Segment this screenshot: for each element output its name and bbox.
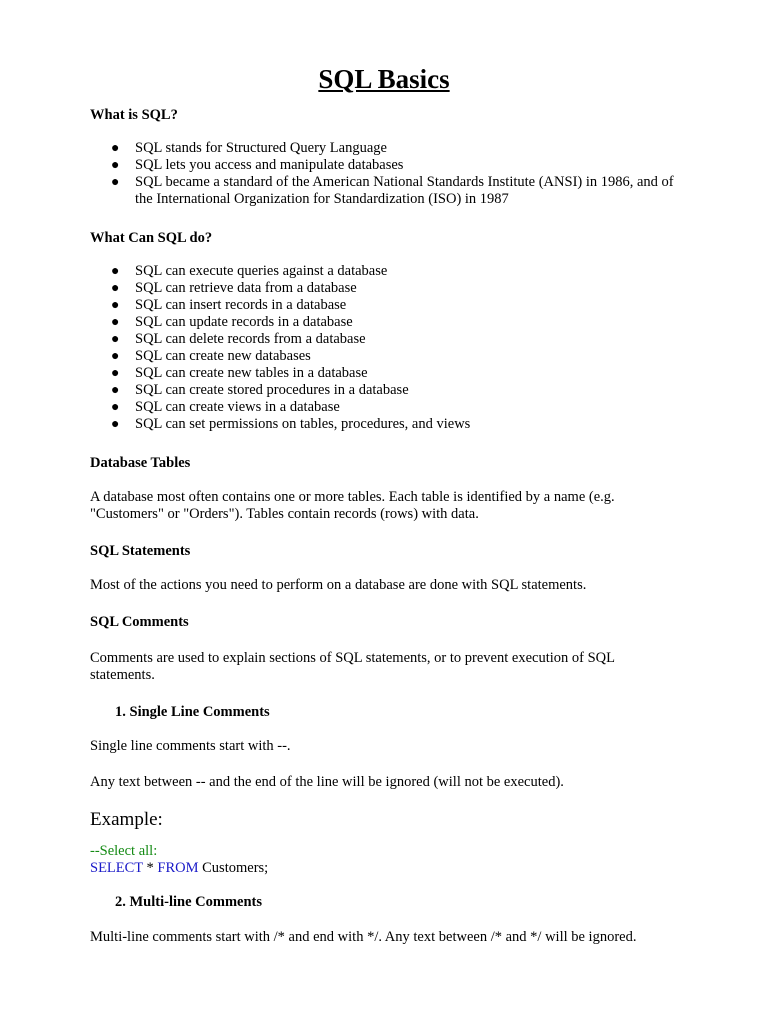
multi-line-text: Multi-line comments start with /* and end with */. Any text between /* and */ will be ignored. — [90, 929, 637, 945]
code-select-line — [90, 860, 268, 877]
comments-text-line-1: Comments are used to explain sections of SQL statements, or to prevent execution of SQL — [90, 650, 615, 666]
code-star: * — [142, 860, 158, 876]
single-line-text-2: Any text between -- and the end of the line will be ignored (will not be executed). — [90, 774, 564, 790]
what-can-sql-do-list — [0, 263, 470, 433]
heading-what-can-sql-do: What Can SQL do? — [90, 230, 213, 246]
code-comment-line: --Select all: — [90, 843, 158, 859]
code-table-name: Customers; — [198, 860, 269, 876]
bullet-icon: ● — [111, 298, 120, 313]
bullet-icon: ● — [111, 264, 120, 279]
list-item: ● SQL can create new tables in a database — [111, 365, 368, 381]
bullet-icon: ● — [111, 417, 120, 432]
heading-sql-statements: SQL Statements — [90, 543, 191, 559]
single-line-text-1: Single line comments start with --. — [90, 738, 291, 754]
bullet-icon: ● — [111, 332, 120, 347]
heading-what-is-sql: What is SQL? — [90, 107, 178, 123]
heading-single-line-comments: 1. Single Line Comments — [115, 704, 270, 720]
statements-text: Most of the actions you need to perform on a database are done with SQL statements. — [90, 577, 587, 593]
example-label: Example: — [90, 809, 163, 830]
page-title: SQL Basics — [318, 64, 450, 94]
list-item: ● SQL can retrieve data from a database — [111, 280, 357, 296]
heading-sql-comments: SQL Comments — [90, 614, 189, 630]
list-item: ● SQL stands for Structured Query Language — [111, 140, 387, 156]
bullet-icon: ● — [111, 141, 120, 156]
list-item-continuation: the International Organization for Standardization (ISO) in 1987 — [135, 191, 509, 207]
bullet-icon: ● — [111, 400, 120, 415]
comments-text-line-2: statements. — [90, 667, 155, 683]
heading-database-tables: Database Tables — [90, 455, 191, 471]
code-keyword-from: FROM — [157, 860, 199, 876]
tables-text-line-1: A database most often contains one or more tables. Each table is identified by a name (e.g. — [90, 489, 615, 505]
code-keyword-select: SELECT — [90, 860, 143, 876]
bullet-icon: ● — [111, 281, 120, 296]
what-is-sql-list — [0, 140, 674, 208]
bullet-icon: ● — [111, 349, 120, 364]
bullet-icon: ● — [111, 315, 120, 330]
bullet-icon: ● — [111, 383, 120, 398]
list-item: ● SQL can create views in a database — [111, 399, 340, 415]
bullet-icon: ● — [111, 366, 120, 381]
list-item: ● SQL can delete records from a database — [111, 331, 366, 347]
list-item: ● SQL can set permissions on tables, procedures, and views — [111, 416, 471, 432]
list-item: ● SQL lets you access and manipulate databases — [111, 157, 404, 173]
heading-multi-line-comments: 2. Multi-line Comments — [115, 894, 262, 910]
list-item: ● SQL can execute queries against a database — [111, 263, 388, 279]
list-item: ● SQL can create stored procedures in a database — [111, 382, 409, 398]
list-item: ● SQL can create new databases — [111, 348, 311, 364]
list-item: ● SQL can insert records in a database — [111, 297, 347, 313]
tables-text-line-2: "Customers" or "Orders"). Tables contain records (rows) with data. — [90, 506, 479, 522]
bullet-icon: ● — [111, 175, 120, 190]
list-item: ● SQL can update records in a database — [111, 314, 353, 330]
list-item: ● SQL became a standard of the American National Standards Institute (ANSI) in 1986, and of — [111, 174, 674, 190]
bullet-icon: ● — [111, 158, 120, 173]
